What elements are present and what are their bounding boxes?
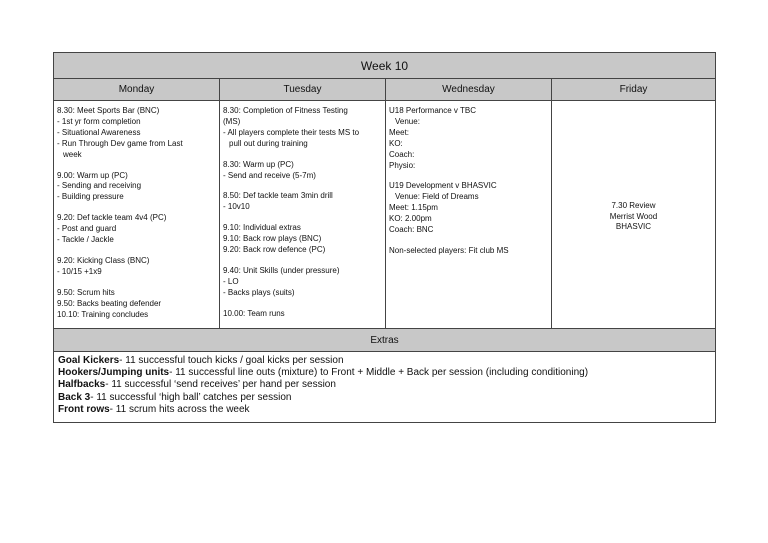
schedule-line: Meet: 1.15pm <box>389 203 438 213</box>
extras-label: Halfbacks <box>58 379 106 391</box>
schedule-line: - Sending and receiving <box>57 181 142 191</box>
schedule-line: 9.50: Backs beating defender <box>57 298 162 308</box>
extras-label: Front rows <box>58 403 110 415</box>
schedule-line: - 1st yr form completion <box>57 116 141 126</box>
schedule-lines <box>610 201 657 234</box>
schedule-line: Meet: <box>389 127 410 137</box>
day-column-monday <box>54 79 220 328</box>
extras-row <box>58 379 711 391</box>
day-header-monday <box>54 79 219 101</box>
schedule-line: 10.00: Team runs <box>223 308 285 318</box>
line-gap <box>223 150 382 160</box>
schedule-line: - Tackle / Jackle <box>57 235 114 245</box>
day-name: Friday <box>619 84 648 95</box>
schedule-line: - LO <box>223 276 239 286</box>
day-body-tuesday <box>220 101 385 328</box>
schedule-line: Coach: BNC <box>389 225 434 235</box>
day-header-wednesday <box>386 79 551 101</box>
schedule-line: Coach: <box>389 149 415 159</box>
schedule-line: Physio: <box>389 160 416 170</box>
day-column-tuesday <box>220 79 386 328</box>
day-header-tuesday <box>220 79 385 101</box>
schedule-line: week <box>63 149 82 159</box>
day-name: Monday <box>118 84 155 95</box>
day-name: Tuesday <box>283 84 322 95</box>
schedule-line: 9.10: Individual extras <box>223 223 301 233</box>
day-body-monday <box>54 101 219 328</box>
schedule-line: - All players complete their tests MS to <box>223 127 360 137</box>
training-schedule-table <box>53 52 716 423</box>
extras-row <box>58 367 711 379</box>
day-body-friday <box>552 101 715 328</box>
schedule-line: 9.40: Unit Skills (under pressure) <box>223 265 340 275</box>
week-title: Week 10 <box>360 58 409 73</box>
schedule-line: - 10v10 <box>223 202 250 212</box>
extras-label: Goal Kickers <box>58 355 120 366</box>
schedule-line: 9.00: Warm up (PC) <box>57 170 128 180</box>
schedule-line: pull out during training <box>229 138 308 148</box>
line-gap <box>223 256 382 266</box>
schedule-line: 9.20: Back row defence (PC) <box>223 245 326 255</box>
line-gap <box>389 171 548 181</box>
schedule-line: Merrist Wood <box>609 211 658 221</box>
day-name: Wednesday <box>442 84 495 95</box>
line-gap <box>57 278 216 288</box>
schedule-line: 8.30: Meet Sports Bar (BNC) <box>57 106 160 115</box>
schedule-line: 8.50: Def tackle team 3min drill <box>223 191 333 201</box>
day-column-wednesday <box>386 79 552 328</box>
schedule-line: Venue: Field of Dreams <box>395 192 479 202</box>
days-row <box>54 79 715 328</box>
line-gap <box>57 203 216 213</box>
schedule-line: - Send and receive (5-7m) <box>223 170 316 180</box>
schedule-line: - Building pressure <box>57 192 124 202</box>
line-gap <box>223 299 382 309</box>
schedule-line: Venue: <box>395 116 420 126</box>
schedule-line: - Situational Awareness <box>57 127 141 137</box>
schedule-line: (MS) <box>223 116 241 126</box>
line-gap <box>57 161 216 171</box>
schedule-line: 9.20: Kicking Class (BNC) <box>57 255 150 265</box>
extras-label: Back 3 <box>58 391 91 403</box>
schedule-line: U19 Development v BHASVIC <box>389 181 497 191</box>
day-header-friday <box>552 79 715 101</box>
schedule-line: BHASVIC <box>615 222 652 232</box>
schedule-line: 10.10: Training concludes <box>57 309 149 319</box>
extras-row <box>58 355 711 367</box>
line-gap <box>389 236 548 246</box>
line-gap <box>223 213 382 223</box>
day-column-friday <box>552 79 715 328</box>
schedule-lines <box>223 106 382 320</box>
schedule-line: KO: 2.00pm <box>389 214 432 224</box>
schedule-line: - Run Through Dev game from Last <box>57 138 183 148</box>
schedule-line: Non-selected players: Fit club MS <box>389 245 509 255</box>
extras-row <box>58 404 711 416</box>
extras-title: Extras <box>370 334 399 346</box>
extras-text: - 11 successful touch kicks / goal kicks per session <box>119 355 344 366</box>
extras-label: Hookers/Jumping units <box>58 367 170 379</box>
schedule-line: 9.50: Scrum hits <box>57 287 115 297</box>
line-gap <box>223 181 382 191</box>
week-title-row <box>54 53 715 79</box>
schedule-line: KO: <box>389 138 403 148</box>
schedule-line: - 10/15 +1x9 <box>57 266 102 276</box>
extras-row <box>58 392 711 404</box>
schedule-line: 7.30 Review <box>611 200 656 210</box>
schedule-line: 8.30: Completion of Fitness Testing <box>223 106 348 115</box>
schedule-line: 9.10: Back row plays (BNC) <box>223 234 322 244</box>
extras-text: - 11 successful line outs (mixture) to Front + Middle + Back per session (including conditioning) <box>169 367 589 379</box>
schedule-line: 9.20: Def tackle team 4v4 (PC) <box>57 213 167 223</box>
schedule-line: - Post and guard <box>57 224 117 234</box>
schedule-line: U18 Performance v TBC <box>389 106 476 115</box>
extras-text: - 11 successful ‘high ball’ catches per session <box>90 391 292 403</box>
extras-text: - 11 scrum hits across the week <box>109 403 250 415</box>
extras-body <box>54 352 715 422</box>
schedule-line: 8.30: Warm up (PC) <box>223 159 294 169</box>
extras-header <box>54 328 715 352</box>
schedule-lines <box>389 106 548 257</box>
line-gap <box>57 246 216 256</box>
extras-text: - 11 successful ‘send receives’ per hand per session <box>105 379 336 391</box>
day-body-wednesday <box>386 101 551 328</box>
schedule-line: - Backs plays (suits) <box>223 287 295 297</box>
schedule-lines <box>57 106 216 321</box>
